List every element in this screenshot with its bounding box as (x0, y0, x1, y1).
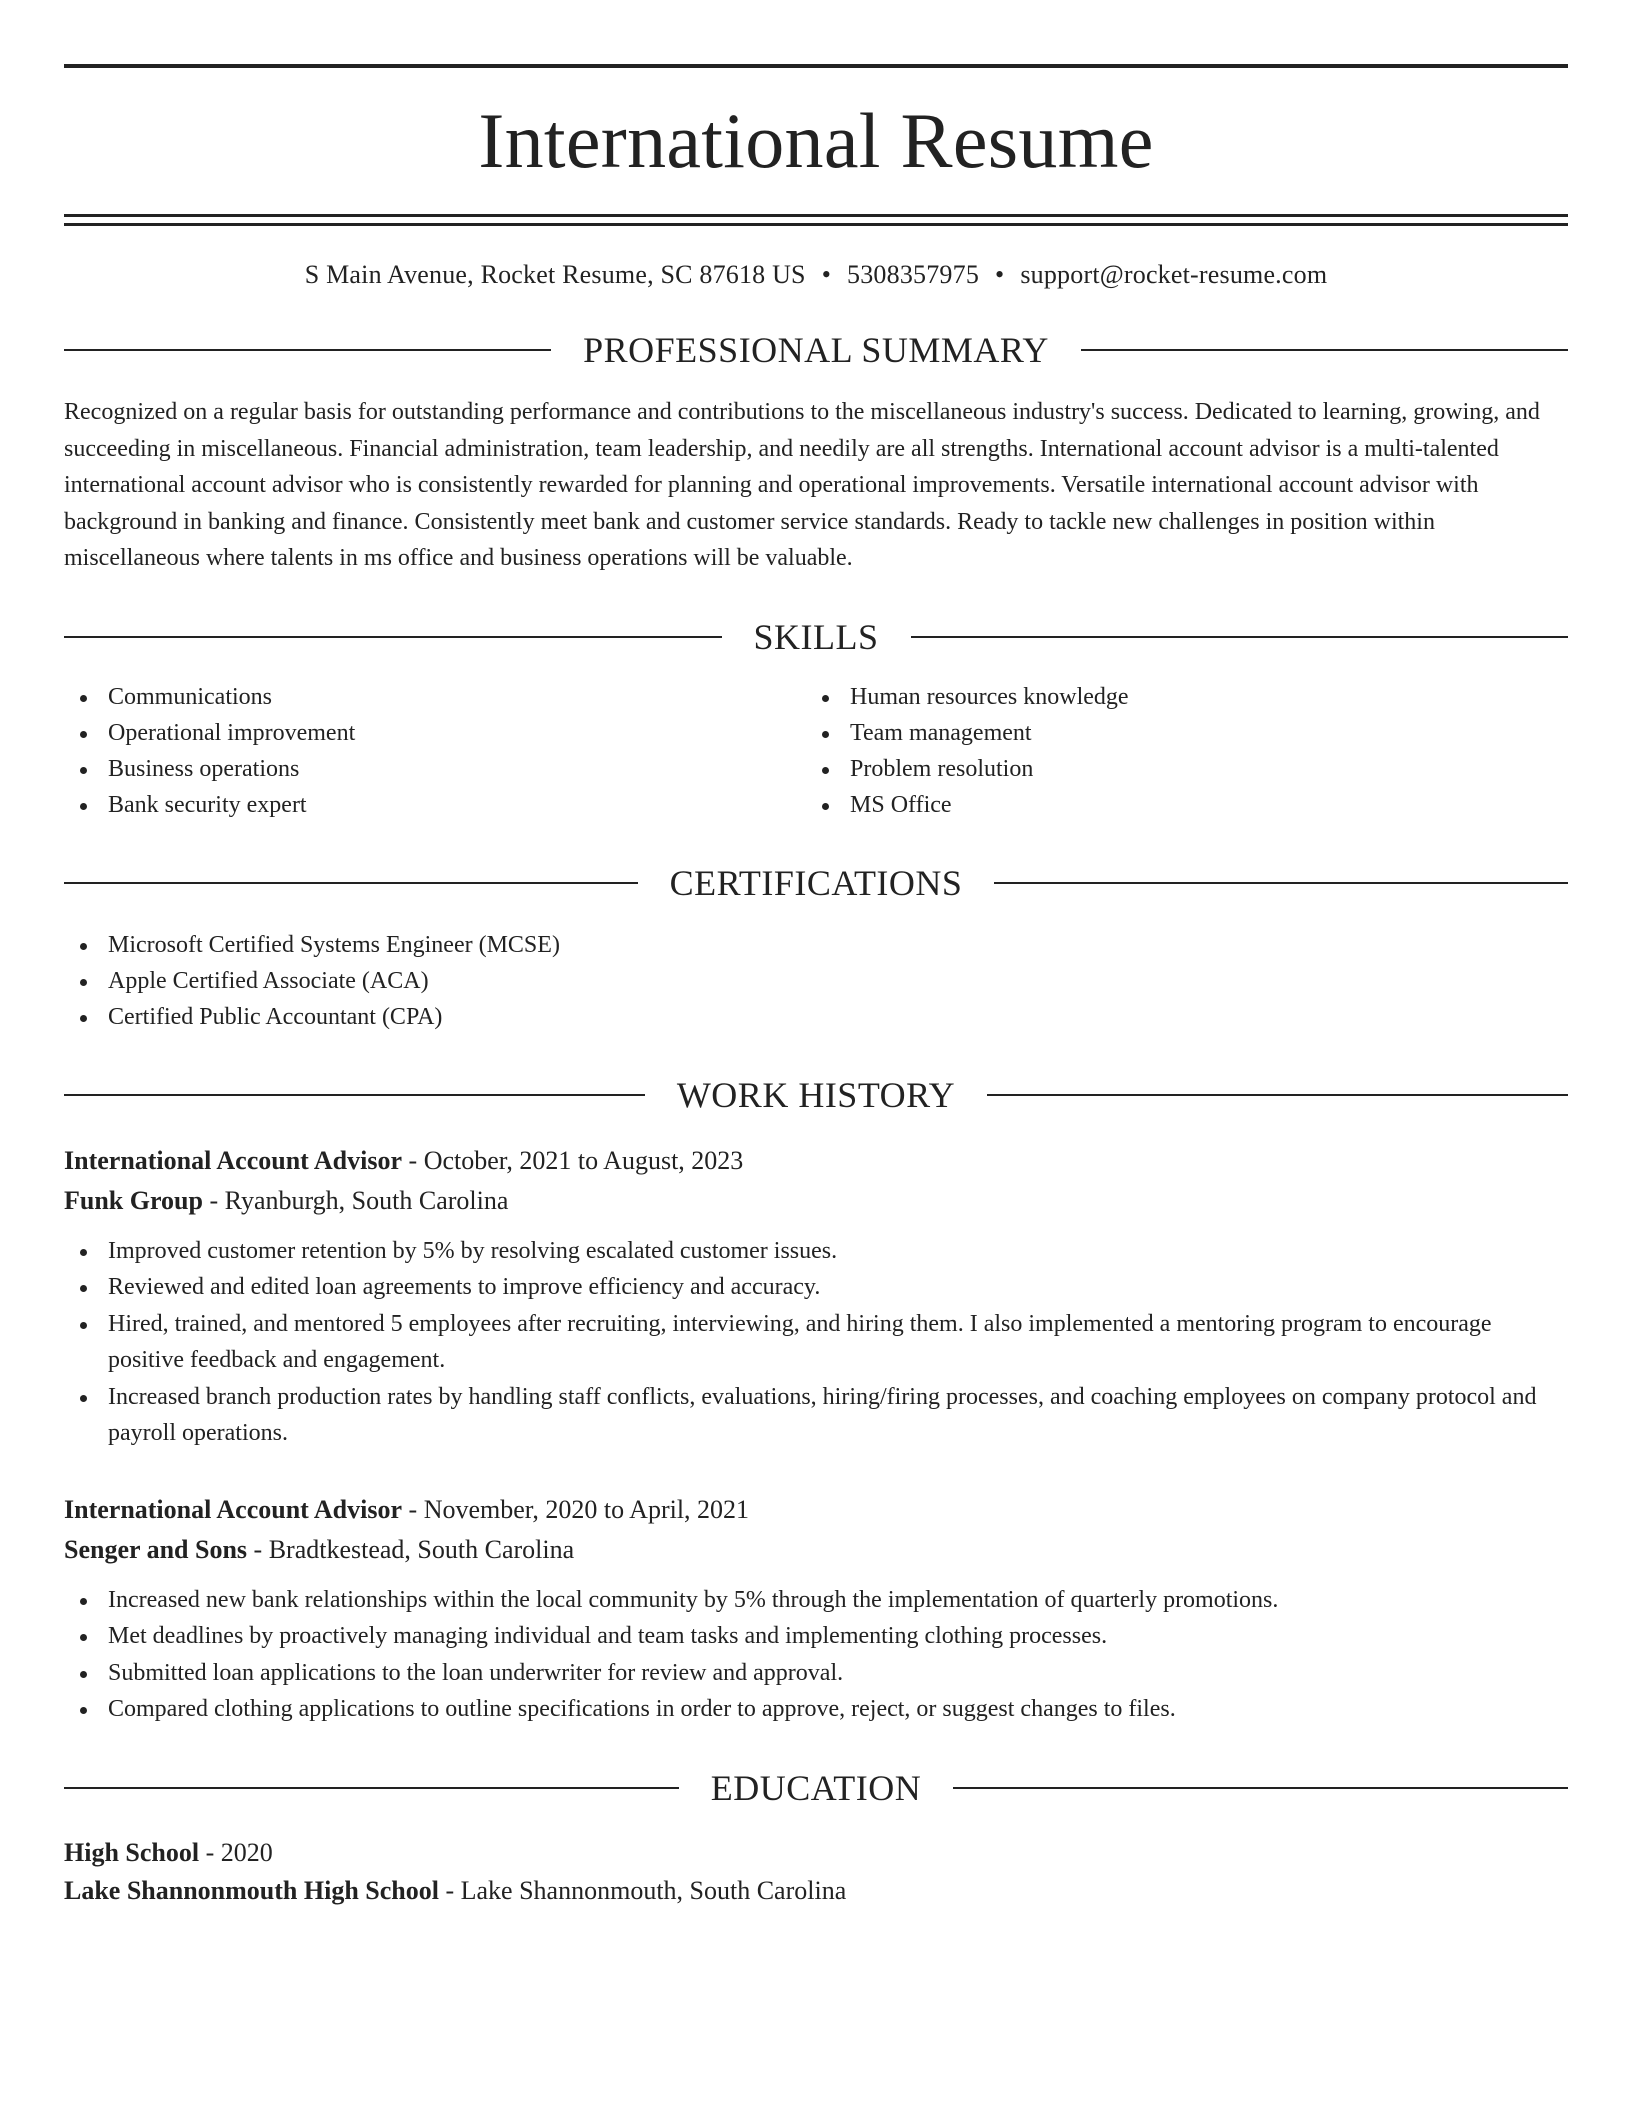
work-section-heading (64, 1075, 1568, 1115)
job-location: - Bradtkestead, South Carolina (247, 1534, 575, 1564)
heading-rule (987, 1094, 1568, 1096)
contact-address: S Main Avenue, Rocket Resume, SC 87618 US (304, 260, 806, 289)
job-bullet: Compared clothing applications to outline specifications in order to approve, reject, or suggest changes to files. (64, 1691, 1568, 1728)
skill-item: MS Office (806, 787, 1548, 823)
heading-rule (64, 1094, 645, 1096)
title-rule-1 (64, 214, 1568, 217)
summary-section-heading (64, 330, 1568, 370)
job-bullet: Met deadlines by proactively managing individual and team tasks and implementing clothing processes. (64, 1618, 1568, 1655)
skill-item: Bank security expert (64, 787, 806, 823)
heading-rule (953, 1787, 1568, 1789)
job-bullet: Improved customer retention by 5% by resolving escalated customer issues. (64, 1233, 1568, 1270)
job-company: Funk Group (64, 1185, 203, 1215)
skills-list (64, 679, 1568, 823)
contact-separator: • (821, 260, 832, 289)
job-entry (64, 1141, 1568, 1452)
resume-page (64, 64, 1568, 1910)
job-title-line (64, 1490, 1568, 1530)
education-school: Lake Shannonmouth High School (64, 1875, 439, 1905)
heading-rule (64, 636, 722, 638)
education-heading: EDUCATION (710, 1767, 922, 1808)
education-location: - Lake Shannonmouth, South Carolina (438, 1875, 847, 1905)
skill-item: Problem resolution (806, 751, 1548, 787)
skill-item: Human resources knowledge (806, 679, 1548, 715)
education-school-line (64, 1872, 1568, 1910)
education-year: - 2020 (199, 1837, 273, 1867)
job-title-line (64, 1141, 1568, 1181)
job-bullets (64, 1233, 1568, 1452)
summary-heading: PROFESSIONAL SUMMARY (583, 330, 1049, 370)
certifications-list (64, 927, 1568, 1035)
certifications-heading: CERTIFICATIONS (669, 862, 963, 903)
certification-item: Apple Certified Associate (ACA) (64, 963, 1568, 999)
contact-separator: • (995, 260, 1005, 289)
job-title: International Account Advisor (64, 1494, 403, 1524)
job-bullets (64, 1582, 1568, 1728)
work-heading: WORK HISTORY (676, 1074, 956, 1115)
heading-rule (994, 882, 1568, 884)
contact-email: support@rocket-resume.com (1020, 260, 1328, 289)
certifications-section-heading (64, 863, 1568, 903)
heading-rule (1081, 349, 1568, 351)
skill-item: Business operations (64, 751, 806, 787)
skills-left-column (64, 679, 806, 823)
skill-item: Team management (806, 715, 1548, 751)
education-degree: High School (64, 1837, 200, 1867)
skill-item: Communications (64, 679, 806, 715)
job-bullet: Submitted loan applications to the loan underwriter for review and approval. (64, 1655, 1568, 1692)
top-rule (64, 64, 1568, 68)
job-dates: - October, 2021 to August, 2023 (402, 1145, 744, 1175)
heading-rule (64, 1787, 679, 1789)
job-bullet: Reviewed and edited loan agreements to improve efficiency and accuracy. (64, 1269, 1568, 1306)
resume-title: International Resume (478, 97, 1154, 184)
job-company-line (64, 1530, 1568, 1570)
job-company-line (64, 1181, 1568, 1221)
job-bullet: Hired, trained, and mentored 5 employees after recruiting, interviewing, and hiring them. I also implemented a mentoring program to encourage positive feedback and engagement. (64, 1306, 1568, 1379)
contact-phone: 5308357975 (847, 260, 980, 289)
certification-item: Microsoft Certified Systems Engineer (MCSE) (64, 927, 1568, 963)
heading-rule (64, 882, 638, 884)
job-bullet: Increased branch production rates by handling staff conflicts, evaluations, hiring/firing processes, and coaching employees on company protocol and payroll operations. (64, 1379, 1568, 1452)
heading-rule (64, 349, 551, 351)
job-location: - Ryanburgh, South Carolina (202, 1185, 509, 1215)
job-bullet: Increased new bank relationships within the local community by 5% through the implementation of quarterly promotions. (64, 1582, 1568, 1619)
education-degree-line (64, 1834, 1568, 1872)
skills-right-column (806, 679, 1548, 823)
job-dates: - November, 2020 to April, 2021 (402, 1494, 750, 1524)
title-rule-2 (64, 223, 1568, 226)
education-section-heading (64, 1768, 1568, 1808)
skills-section-heading (64, 617, 1568, 657)
job-entry (64, 1490, 1568, 1728)
contact-line (64, 260, 1568, 290)
skill-item: Operational improvement (64, 715, 806, 751)
certification-item: Certified Public Accountant (CPA) (64, 999, 1568, 1035)
job-title: International Account Advisor (64, 1145, 403, 1175)
job-company: Senger and Sons (64, 1534, 248, 1564)
skills-heading: SKILLS (753, 616, 879, 657)
heading-rule (911, 636, 1569, 638)
summary-text: Recognized on a regular basis for outstanding performance and contributions to the miscellaneous industry's success. Dedicated to learning, growing, and succeeding in miscellaneous. Financial administration, team leadership, and needily are all strengths. International account advisor is a multi-talented international account advisor who is consistently rewarded for planning and operational improvements. Versatile international account advisor with background in banking and finance. Consistently meet bank and customer service standards. Ready to tackle new challenges in position within miscellaneous where talents in ms office and business operations will be valuable. (64, 399, 1540, 571)
